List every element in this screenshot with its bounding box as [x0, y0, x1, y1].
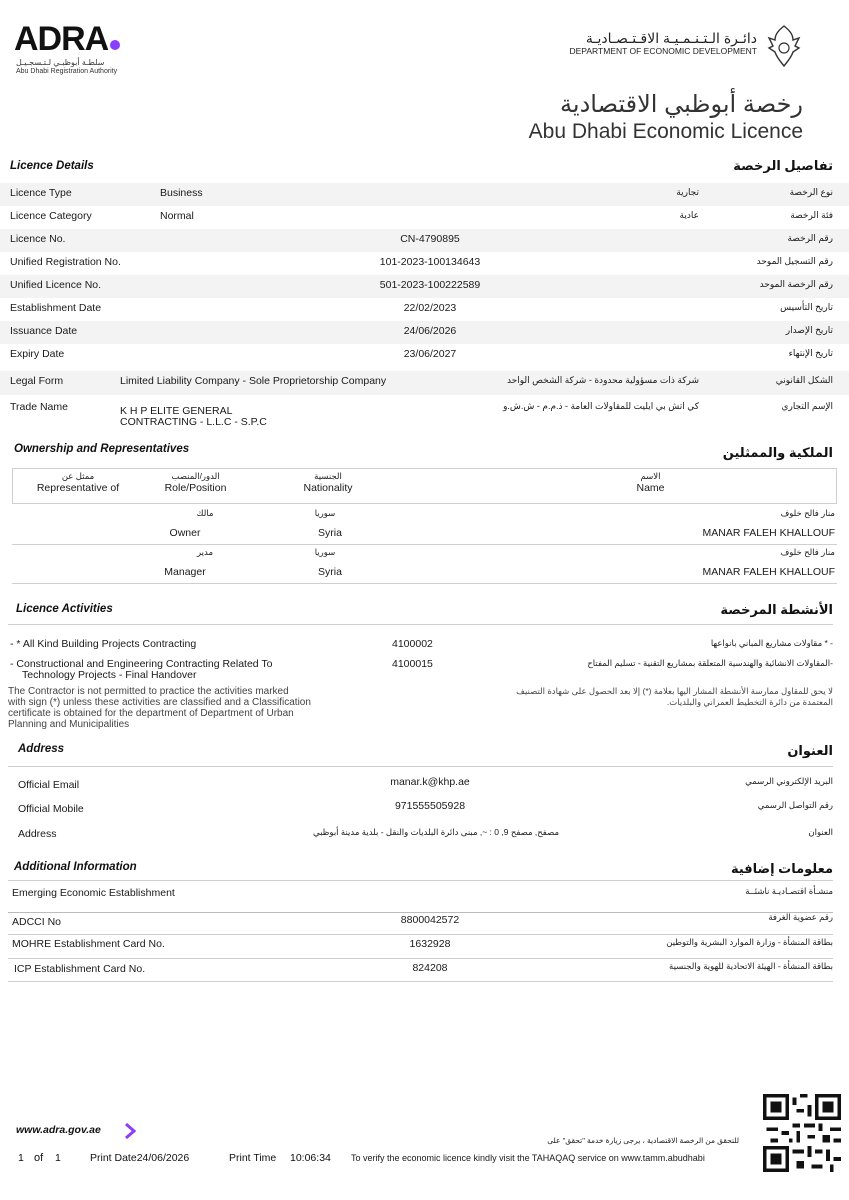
falcon-emblem-icon	[765, 24, 803, 68]
verify-text-ar: للتحقق من الرخصة الاقتصادية ، يرجى زيارة خدمة "تحقق" على	[547, 1136, 739, 1145]
verify-text: To verify the economic licence kindly visit the TAHAQAQ service on www.tamm.abudhabi	[351, 1153, 705, 1163]
title-english: Abu Dhabi Economic Licence	[528, 120, 803, 143]
detail-row-legal-form: Legal Form Limited Liability Company - Sole Proprietorship Company شركة ذات مسؤولية محدودة - شركة الشخص الواحد الشكل القانوني	[0, 371, 849, 395]
logo-dot-icon	[110, 40, 120, 50]
row-divider	[8, 981, 833, 982]
dept-arabic: دائـرة الـتـنـمـيـة الاقـتـصـاديـة	[585, 30, 757, 46]
detail-row-trade-name: Trade Name K H P ELITE GENERAL CONTRACTING - L.L.C - S.P.C كي اتش بي ايليت للمقاولات العامة - ذ.م.م - ش.ش.و الإسم التجاري	[10, 401, 833, 428]
print-time: 10:06:34	[290, 1152, 331, 1164]
page-total: 1	[55, 1152, 61, 1164]
licence-details-title-ar: تفاصيل الرخصة	[733, 158, 833, 173]
address-title-ar: العنوان	[787, 743, 833, 758]
activities-note-ar: لا يحق للمقاول ممارسة الأنشطة المشار اليها بعلامة (*) إلا بعد الحصول على شهادة التصنيف المعتمدة من دائرة التخطيط العمراني والبلديات.	[516, 686, 833, 707]
row-divider	[12, 544, 837, 545]
detail-row-licence-type: Licence Type Business تجارية نوع الرخصة	[0, 183, 849, 206]
header-representative: ممثل عن Representative of	[36, 471, 120, 494]
detail-row-licence-category: Licence Category Normal عادية فئة الرخصة	[10, 210, 833, 222]
section-divider	[8, 880, 833, 881]
activities-title: Licence Activities	[16, 603, 113, 615]
detail-row-licence-no: Licence No. CN-4790895 رقم الرخصة	[0, 229, 849, 252]
additional-title: Additional Information	[14, 861, 137, 873]
section-divider	[8, 912, 833, 913]
print-date: Print Date24/06/2026	[90, 1152, 190, 1164]
licence-details-title: Licence Details	[10, 160, 94, 172]
print-time-label: Print Time	[229, 1152, 277, 1164]
detail-row-establishment-date: Establishment Date 22/02/2023 تاريخ التأسيس	[10, 302, 833, 314]
footer-url[interactable]: www.adra.gov.ae	[16, 1124, 101, 1136]
row-divider	[12, 583, 837, 584]
title-arabic: رخصة أبوظبي الاقتصادية	[560, 91, 803, 118]
logo-english: Abu Dhabi Registration Authority	[16, 68, 118, 75]
section-divider	[8, 624, 833, 625]
detail-row-issuance-date: Issuance Date 24/06/2026 تاريخ الإصدار	[0, 321, 849, 344]
header-name: الاسم Name	[636, 471, 665, 494]
dept-english: DEPARTMENT OF ECONOMIC DEVELOPMENT	[569, 46, 757, 56]
activities-title-ar: الأنشطة المرخصة	[720, 602, 833, 617]
emerging-establishment-ar: منشـأة اقتصـاديـة ناشئــة	[745, 886, 833, 896]
page-of: of	[34, 1152, 44, 1164]
row-divider	[8, 934, 833, 935]
header-role: الدور/المنصب Role/Position	[164, 471, 227, 494]
activities-note: The Contractor is not permitted to practice the activities marked with sign (*) unless these activities are classified and a Classification certificate is obtained for the department of Department of Urban Planning and Municipalities	[8, 686, 311, 730]
emerging-establishment: Emerging Economic Establishment	[12, 887, 175, 899]
address-title: Address	[18, 743, 65, 755]
adra-logo: ADRA	[14, 20, 120, 59]
logo-arabic: سلطـة أبوظبـي لـتـسجـيـل	[16, 58, 105, 67]
detail-row-expiry-date: Expiry Date 23/06/2027 تاريخ الإنتهاء	[10, 348, 833, 360]
section-divider	[8, 766, 833, 767]
ownership-table-header	[12, 468, 837, 504]
detail-row-unified-registration: Unified Registration No. 101-2023-100134643 رقم التسجيل الموحد	[10, 256, 833, 268]
row-divider	[8, 958, 833, 959]
ownership-title-ar: الملكية والممثلين	[722, 445, 833, 460]
ownership-title: Ownership and Representatives	[14, 443, 190, 455]
page-number: 1	[18, 1152, 24, 1164]
header-nationality: الجنسية Nationality	[303, 471, 353, 494]
qr-code-icon[interactable]	[763, 1094, 841, 1172]
chevron-right-icon	[124, 1122, 136, 1140]
additional-title-ar: معلومات إضافية	[730, 861, 833, 876]
detail-row-unified-licence: Unified Licence No. 501-2023-100222589 رقم الرخصة الموحد	[0, 275, 849, 298]
